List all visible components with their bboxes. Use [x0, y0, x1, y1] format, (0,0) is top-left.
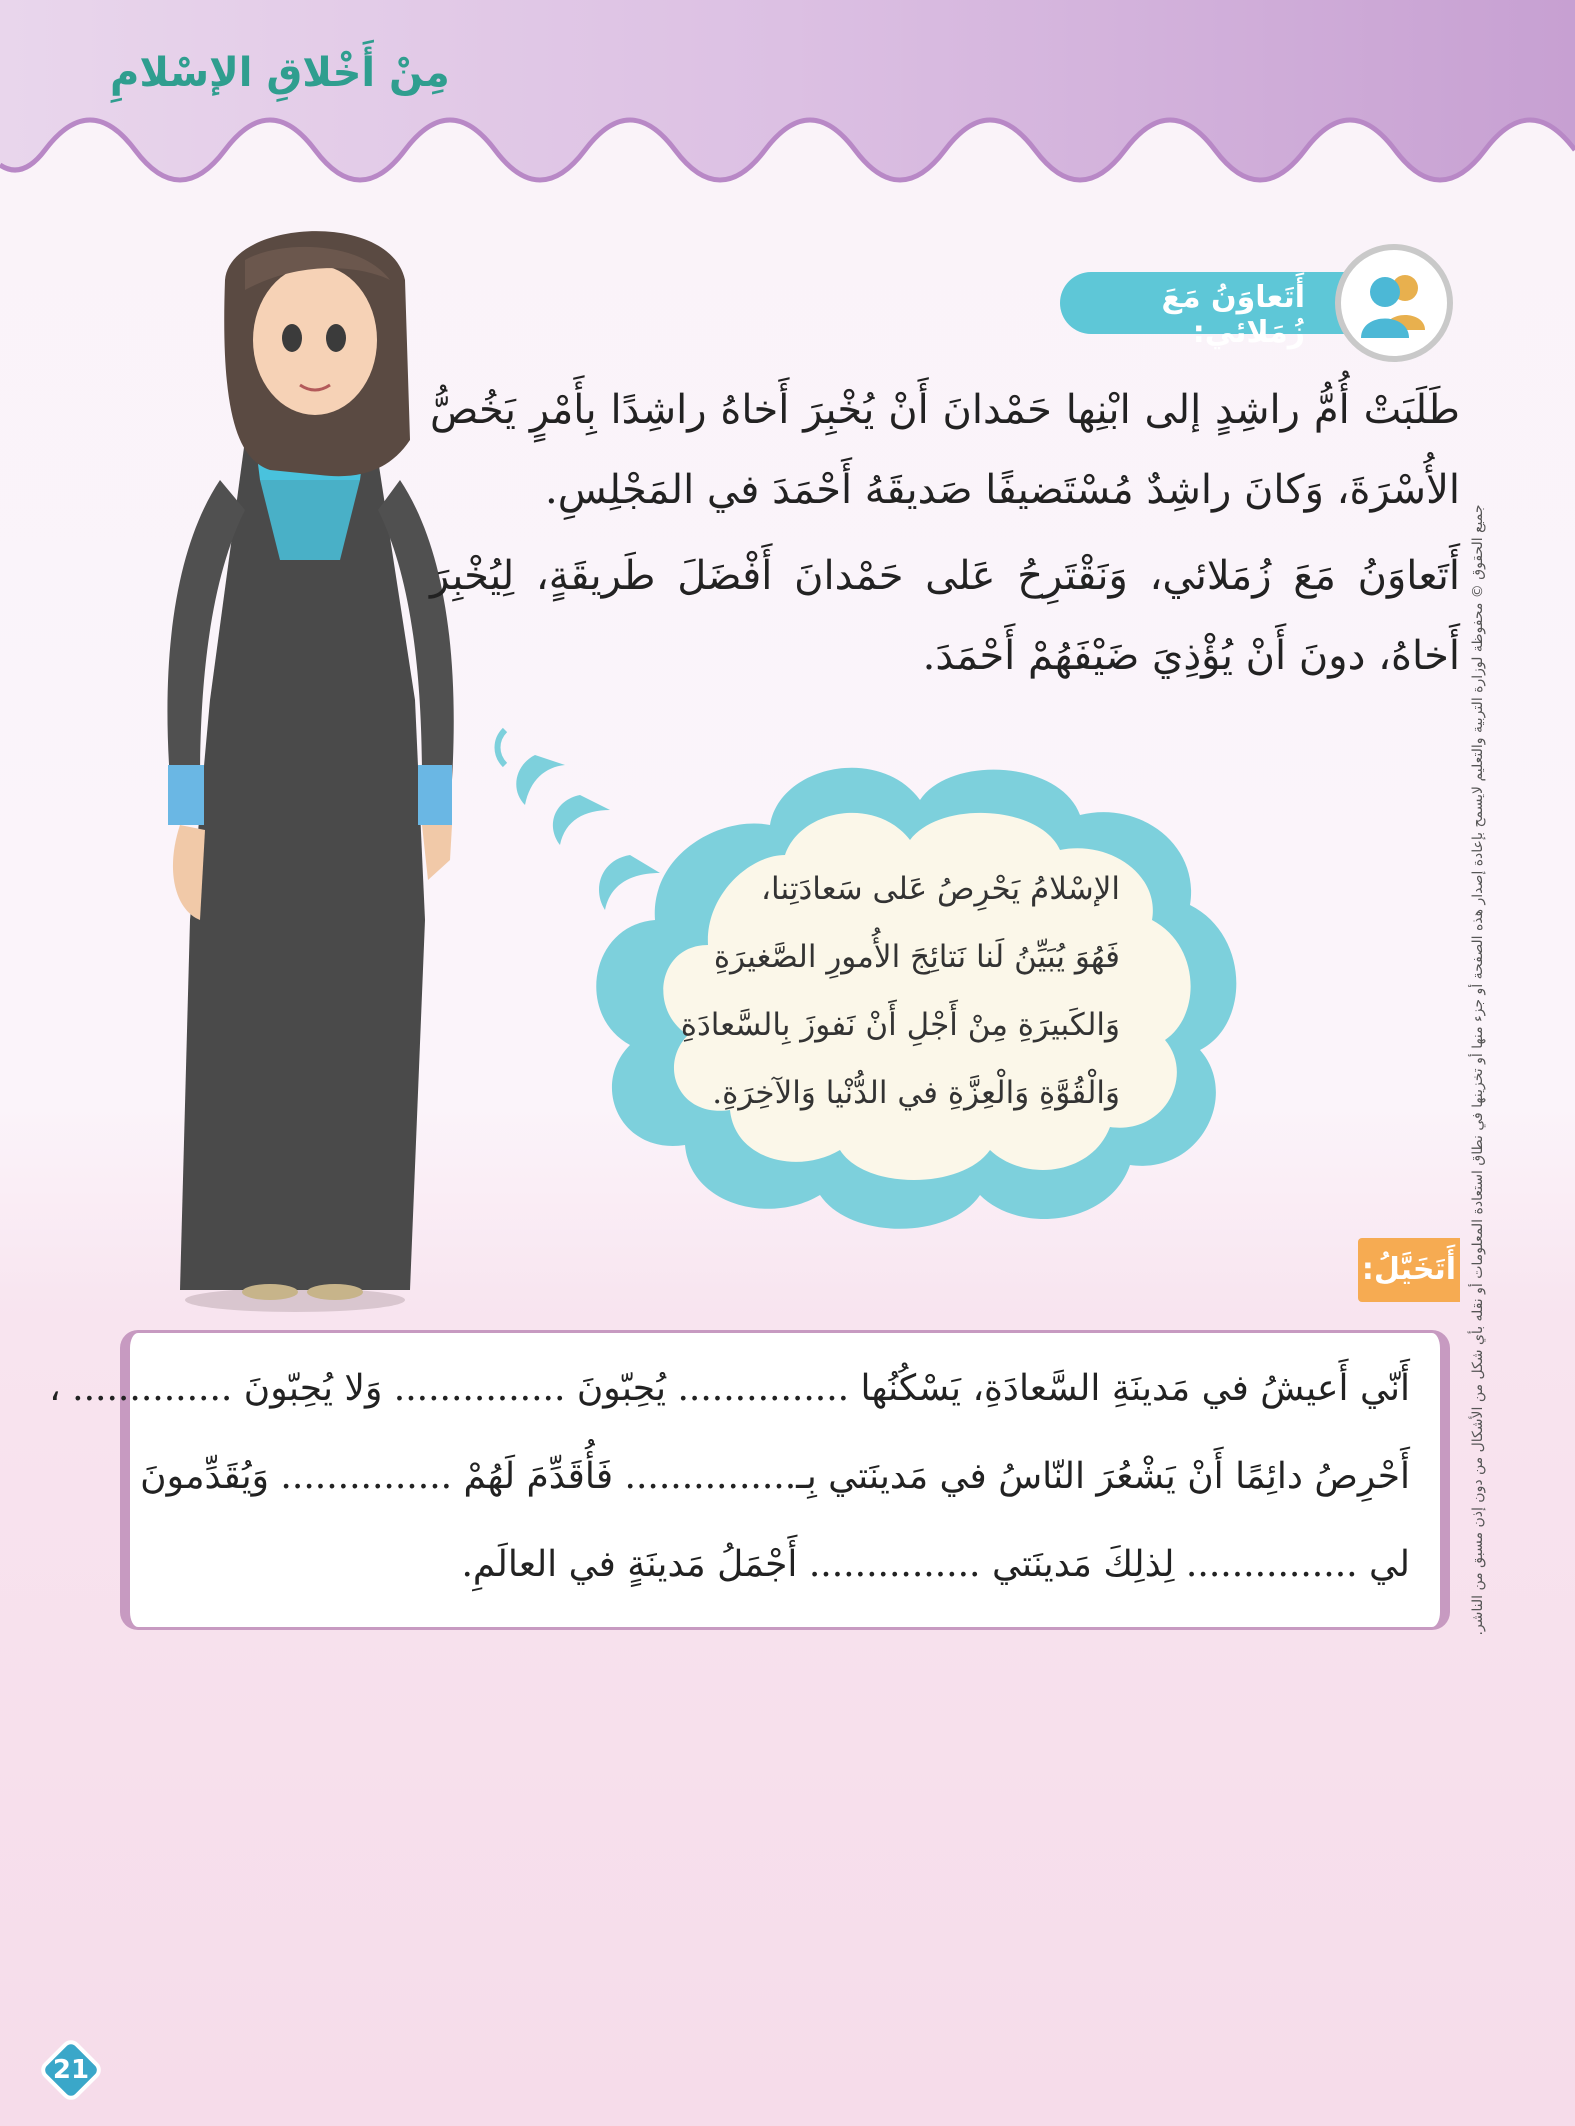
story-text — [430, 370, 1460, 696]
people-icon — [1335, 244, 1453, 362]
page-number — [38, 2037, 104, 2103]
bubble-line: وَالكَبيرَةِ مِنْ أَجْلِ أَنْ نَفوزَ بِالسَّعادَةِ — [680, 1007, 1120, 1043]
imagine-line: أَحْرِصُ دائِمًا أَنْ يَشْعُرَ النّاسُ في مَدينَتي بِـ............... فَأُقَدِّمَ لَهُمْ ............... وَيُقَدِّمونَ — [140, 1456, 1410, 1497]
imagine-line: لي ............... لِذلِكَ مَدينَتي ............... أَجْمَلُ مَدينَةٍ في العالَمِ. — [461, 1544, 1410, 1585]
bubble-line: فَهُوَ يُبَيِّنُ لَنا نَتائِجَ الأُمورِ الصَّغيرَةِ — [713, 939, 1120, 975]
unit-title: مِنْ أَخْلاقِ الإسْلامِ — [110, 50, 450, 96]
story-paragraph: طَلَبَتْ أُمُّ راشِدٍ إلى ابْنِها حَمْدانَ أَنْ يُخْبِرَ أَخاهُ راشِدًا بِأَمْرٍ يَخُصُّ الأُسْرَةَ، وَكانَ راشِدٌ مُسْتَضيفًا صَديقَهُ أَحْمَدَ في المَجْلِسِ. — [430, 387, 1460, 513]
copyright-text: جميع الحقوق © محفوظة لوزارة التربية والتعليم لايسمح بإعادة إصدار هذه الصفحة أو جزء منها أو تخزينها في نطاق استعادة المعلومات أو نقله بأي شكل من الأشكال من دون إذن مسبق من الناشر. — [1470, 504, 1486, 1636]
copyright-notice — [1470, 470, 1490, 1670]
imagine-lines — [49, 1345, 1410, 1609]
bubble-line: وَالْقُوَّةِ وَالْعِزَّةِ في الدُّنْيا وَالآخِرَةِ. — [712, 1075, 1120, 1111]
girl-illustration — [160, 220, 460, 1320]
page-number-text: 21 — [52, 2055, 90, 2085]
thought-bubble-text — [650, 855, 1120, 1127]
bubble-line: الإسْلامُ يَحْرِصُ عَلى سَعادَتِنا، — [761, 871, 1120, 907]
imagine-tag: أَتَخَيَّلُ: — [1358, 1238, 1460, 1302]
imagine-line: أَنّي أَعيشُ في مَدينَةِ السَّعادَةِ، يَسْكُنُها ............... يُحِبّونَ ............... وَلا يُحِبّونَ .............. ، — [49, 1368, 1410, 1409]
story-paragraph: أَتَعاوَنُ مَعَ زُمَلائي، وَنَقْتَرِحُ عَلى حَمْدانَ أَفْضَلَ طَريقَةٍ، لِيُخْبِرَ أَخاهُ، دونَ أَنْ يُؤْذِيَ ضَيْفَهُمْ أَحْمَدَ. — [430, 553, 1460, 679]
cooperate-label: أَتَعاوَنُ مَعَ زُمَلائي: — [1161, 280, 1305, 350]
